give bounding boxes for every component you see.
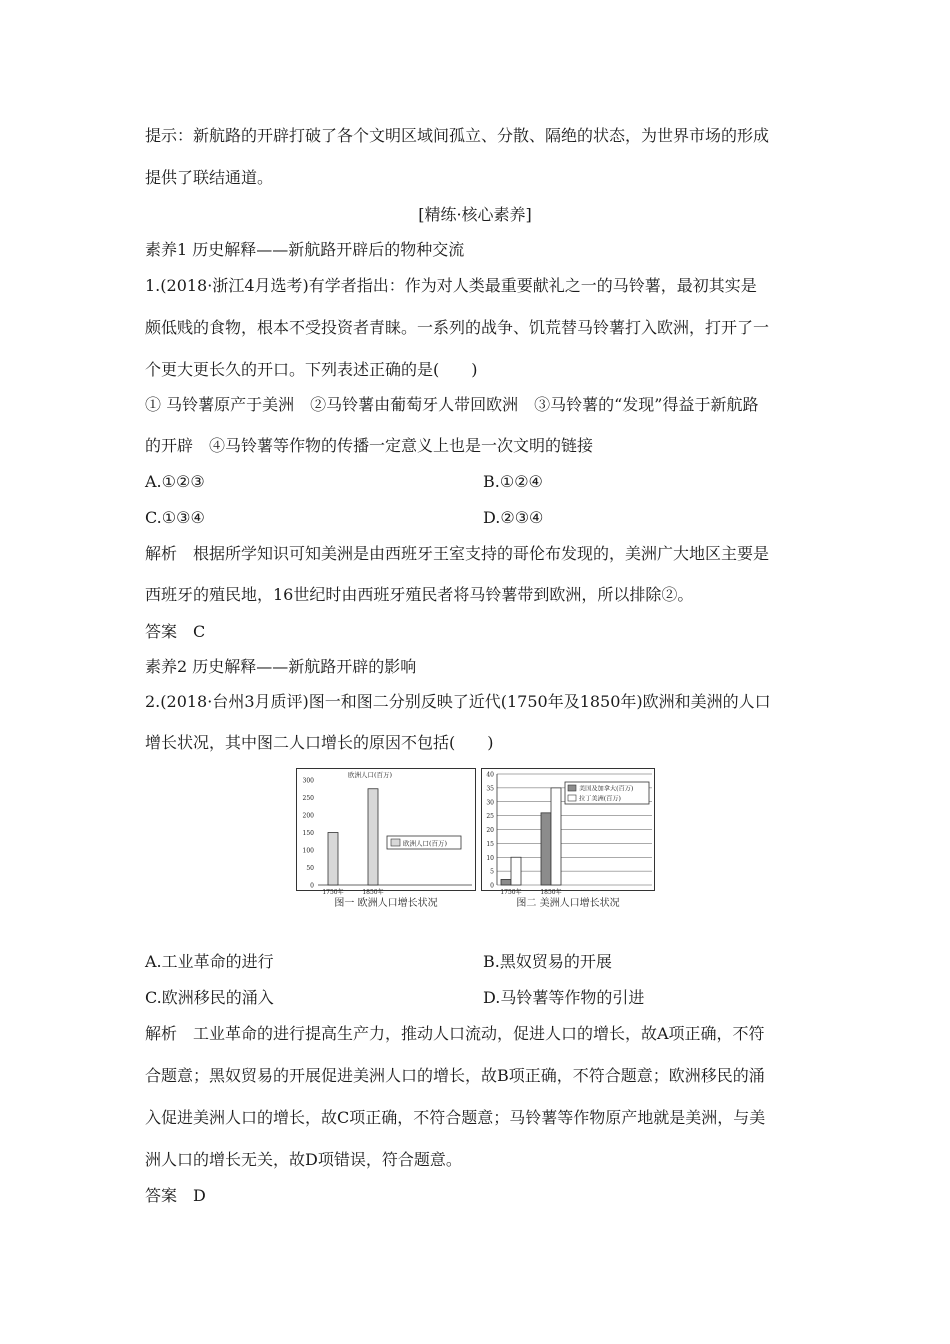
y-tick-label: 150 [302,830,314,837]
bar-美国及加拿大(百万)-1750年 [501,879,511,885]
y-tick-label: 200 [302,812,314,820]
legend-label: 美国及加拿大(百万) [579,785,634,793]
y-tick-label: 10 [486,854,494,862]
americas-population-chart [481,768,655,910]
q1-option-d: D.②③④ [483,508,544,527]
x-tick-label: 1750年 [500,889,522,896]
q1-option-b: B.①②④ [483,472,543,491]
q1-stem-line-2: 颇低贱的食物，根本不受投资者青睐。一系列的战争、饥荒替马铃薯打入欧洲，打开了一 [145,318,770,337]
y-tick-label: 25 [486,813,494,821]
q2-analysis-line-2: 合题意；黑奴贸易的开展促进美洲人口的增长，故B项正确，不符合题意；欧洲移民的涌 [145,1066,765,1085]
q1-analysis-line-2: 西班牙的殖民地，16世纪时由西班牙殖民者将马铃薯带到欧洲，所以排除②。 [145,585,694,604]
chart-frame [297,769,476,891]
y-tick-label: 100 [302,847,314,855]
y-tick-label: 0 [310,882,314,890]
q1-stem-line-1: 1.(2018·浙江4月选考)有学者指出：作为对人类最重要献礼之一的马铃薯，最初其实是 [145,276,757,295]
section-title: [精练·核心素养] [418,205,532,224]
y-tick-label: 20 [486,827,494,834]
europe-population-chart [296,768,476,910]
legend-label: 拉丁美洲(百万) [579,795,621,803]
q2-option-a: A.工业革命的进行 [145,952,274,971]
chart-inner-label: 欧洲人口(百万) [348,771,393,779]
q1-option-c: C.①③④ [145,508,205,527]
y-tick-label: 30 [486,799,494,807]
bar-拉丁美洲(百万)-1750年 [511,857,521,885]
y-tick-label: 35 [486,785,494,793]
figure-2-americas-population [481,768,655,910]
q2-answer: 答案 D [145,1186,206,1205]
legend-swatch [391,839,400,846]
q1-analysis-line-1: 解析 根据所学知识可知美洲是由西班牙王室支持的哥伦布发现的，美洲广大地区主要是 [145,544,770,563]
q1-stem-line-3: 个更大更长久的开口。下列表述正确的是( ) [145,360,478,379]
y-tick-label: 0 [490,882,494,890]
x-tick-label: 1850年 [540,889,562,896]
q2-option-d: D.马铃薯等作物的引进 [483,988,645,1007]
y-tick-label: 15 [486,840,494,848]
bar-1850年 [368,789,378,885]
legend-swatch [568,785,576,791]
q1-answer: 答案 C [145,622,206,641]
bar-1750年 [328,833,338,886]
hint-line-2: 提供了联结通道。 [145,168,274,187]
y-tick-label: 5 [490,868,494,876]
x-tick-label: 1850年 [362,889,384,896]
legend-swatch [568,795,576,801]
q1-items-line-1: ① 马铃薯原产于美洲 ②马铃薯由葡萄牙人带回欧洲 ③马铃薯的“发现”得益于新航路 [145,395,759,414]
suyang-1-heading: 素养1 历史解释——新航路开辟后的物种交流 [145,240,465,259]
y-tick-label: 300 [302,777,314,785]
q1-option-a: A.①②③ [145,472,205,491]
q2-option-b: B.黑奴贸易的开展 [483,952,612,971]
q2-option-c: C.欧洲移民的涌入 [145,988,274,1007]
y-tick-label: 40 [486,771,494,779]
suyang-2-heading: 素养2 历史解释——新航路开辟的影响 [145,657,417,676]
q2-analysis-line-4: 洲人口的增长无关，故D项错误，符合题意。 [145,1150,462,1169]
y-tick-label: 50 [306,865,314,872]
legend-label: 欧洲人口(百万) [403,839,448,848]
q2-analysis-line-1: 解析 工业革命的进行提高生产力，推动人口流动，促进人口的增长，故A项正确，不符 [145,1024,765,1043]
figure-caption: 图一 欧洲人口增长状况 [334,898,438,909]
q1-items-line-2: 的开辟 ④马铃薯等作物的传播一定意义上也是一次文明的链接 [145,436,594,455]
q2-stem-line-2: 增长状况，其中图二人口增长的原因不包括( ) [145,733,494,752]
bar-拉丁美洲(百万)-1850年 [551,788,561,885]
figure-caption: 图二 美洲人口增长状况 [516,898,620,909]
bar-美国及加拿大(百万)-1850年 [541,813,551,885]
hint-line-1: 提示：新航路的开辟打破了各个文明区域间孤立、分散、隔绝的状态，为世界市场的形成 [145,126,770,145]
q2-analysis-line-3: 入促进美洲人口的增长，故C项正确，不符合题意；马铃薯等作物原产地就是美洲，与美 [145,1108,766,1127]
q2-stem-line-1: 2.(2018·台州3月质评)图一和图二分别反映了近代(1750年及1850年)欧洲和美洲的人口 [145,692,771,711]
figure-1-europe-population [296,768,476,910]
y-tick-label: 250 [302,795,314,802]
x-tick-label: 1750年 [322,889,344,896]
